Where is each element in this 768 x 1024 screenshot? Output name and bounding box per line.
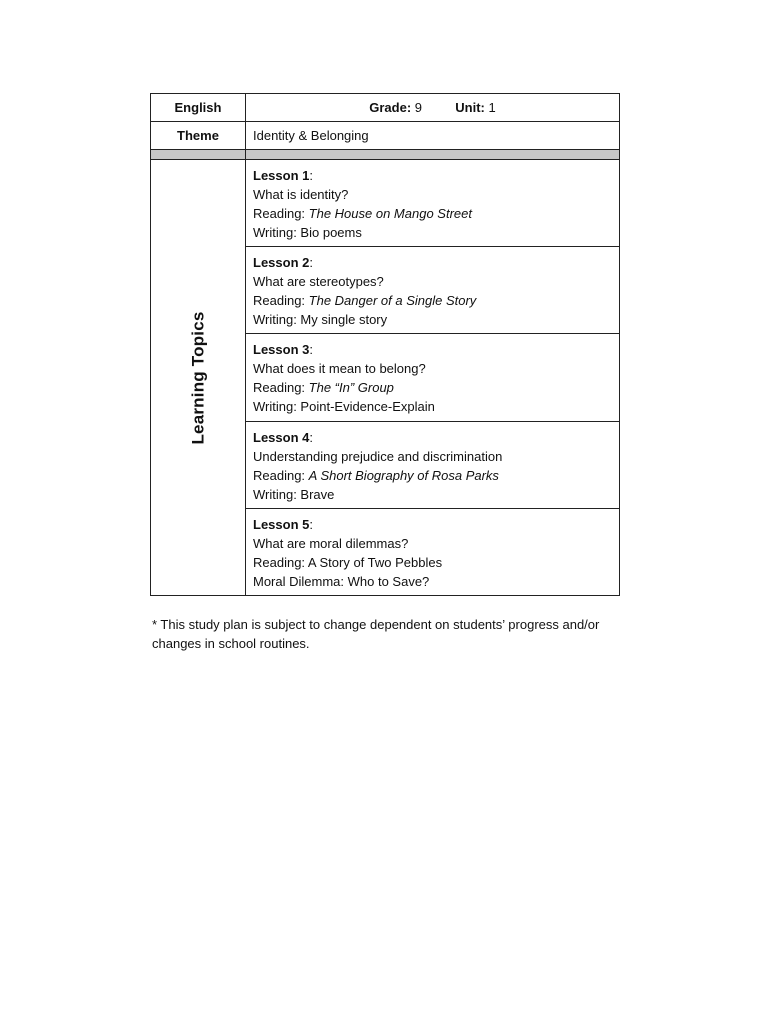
lesson-cell [246,509,620,596]
lesson-task: Writing: Brave [253,487,335,502]
reading-prefix: Reading: A Story of Two Pebbles [253,555,443,570]
separator-cell [151,150,246,160]
lesson-cell [246,422,620,509]
lesson-title: Lesson 2 [253,255,310,270]
lesson-title-line: Lesson 5: [253,517,313,532]
lesson-cell [246,334,620,422]
unit-value: 1 [488,100,496,115]
lesson-title: Lesson 3 [253,342,310,357]
reading-title: The “In” Group [308,380,394,395]
lesson-question: What does it mean to belong? [253,361,426,376]
theme-value: Identity & Belonging [246,122,620,150]
reading-title: The Danger of a Single Story [308,293,477,308]
lesson-reading [253,466,612,485]
theme-row [151,122,620,150]
lesson-title-line: Lesson 3: [253,342,313,357]
lesson-title-line: Lesson 2: [253,255,313,270]
separator-cell [246,150,620,160]
reading-prefix: Reading: [253,380,309,395]
theme-label: Theme [151,122,246,150]
lesson-title-line: Lesson 4: [253,430,313,445]
lesson-reading [253,204,612,223]
separator-row [151,150,620,160]
header-row [151,94,620,122]
grade-label: Grade: [369,100,412,115]
lesson-title: Lesson 1 [253,168,310,183]
grade-value: 9 [414,100,423,115]
lesson-task: Writing: Point-Evidence-Explain [253,399,435,414]
unit-label: Unit: [455,100,485,115]
reading-title: A Short Biography of Rosa Parks [308,468,499,483]
study-plan-table [150,93,620,596]
reading-title: The House on Mango Street [308,206,472,221]
lesson-reading [253,553,612,572]
lesson-question: What is identity? [253,187,349,202]
lesson-task: Moral Dilemma: Who to Save? [253,574,430,589]
lesson-task: Writing: Bio poems [253,225,362,240]
lesson-task: Writing: My single story [253,312,388,327]
reading-prefix: Reading: [253,468,309,483]
learning-topics-cell [151,160,246,596]
lesson-question: Understanding prejudice and discrimination [253,449,503,464]
lesson-title: Lesson 5 [253,517,310,532]
lesson-reading [253,291,612,310]
learning-topics-label: Learning Topics [188,310,208,445]
lesson-row [151,160,620,247]
reading-prefix: Reading: [253,206,309,221]
lesson-reading [253,378,612,397]
lesson-title: Lesson 4 [253,430,310,445]
subject-cell: English [151,94,246,122]
grade-unit-cell [246,94,620,122]
reading-prefix: Reading: [253,293,309,308]
lesson-question: What are stereotypes? [253,274,384,289]
lesson-title-line: Lesson 1: [253,168,313,183]
lesson-question: What are moral dilemmas? [253,536,409,551]
footnote: * This study plan is subject to change dependent on students’ progress and/or changes in school routines. [152,617,600,651]
lesson-cell [246,160,620,247]
lesson-cell [246,247,620,334]
